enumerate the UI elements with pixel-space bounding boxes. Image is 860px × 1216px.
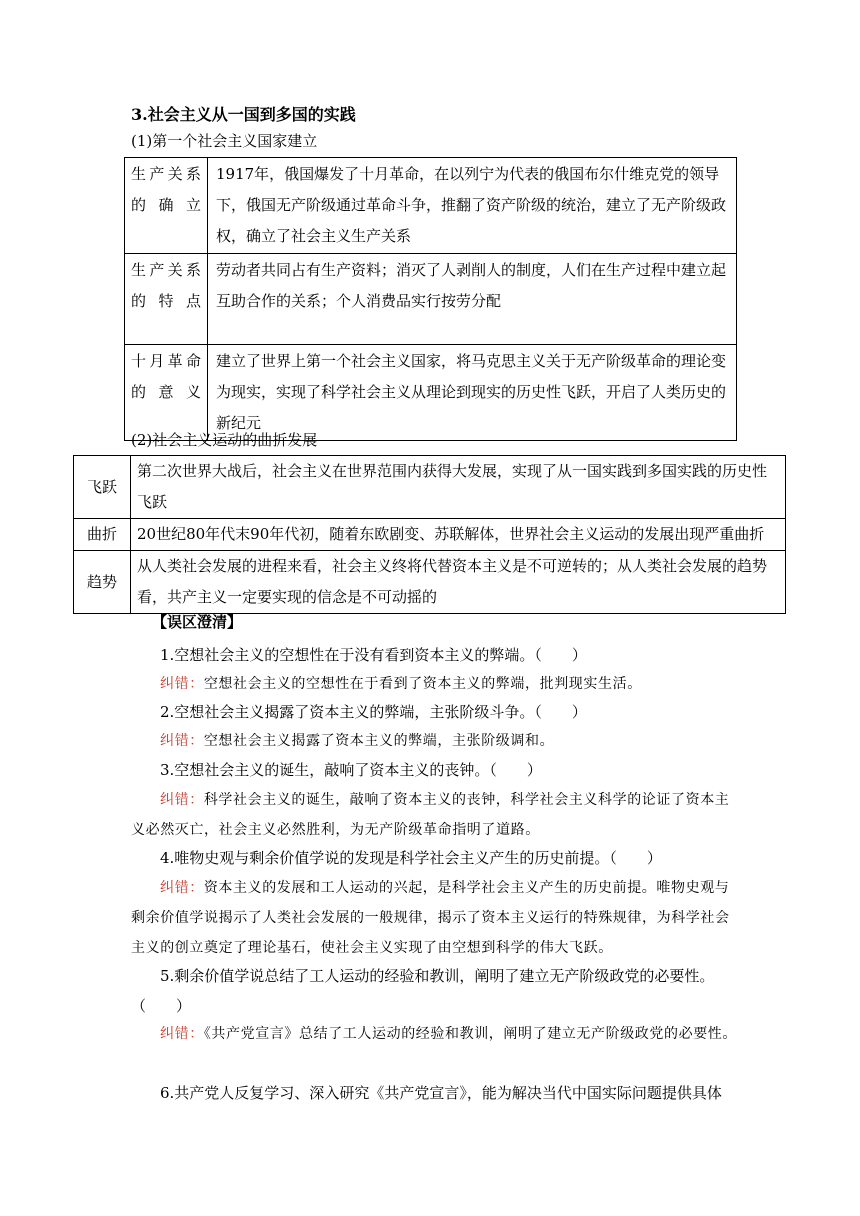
correction-item-1 (131, 669, 741, 699)
correction-label: 纠错： (160, 676, 204, 692)
row-header: 生产关系的确立 (125, 158, 208, 254)
question-text: 5.剩余价值学说总结了工人运动的经验和教训，阐明了建立无产阶级政党的必要性。（ ） (131, 967, 715, 1015)
correction-item-3 (131, 785, 741, 845)
table-row (125, 345, 737, 441)
question-text: 2.空想社会主义揭露了资本主义的弊端，主张阶级斗争。（ ） (160, 703, 587, 721)
correction-label: 纠错： (160, 880, 204, 896)
question-text: 6.共产党人反复学习、深入研究《共产党宣言》，能为解决当代中国实际问题提供具体 (160, 1084, 722, 1102)
row-content: 第二次世界大战后，社会主义在世界范围内获得大发展，实现了从一国实践到多国实践的历史性飞跃 (131, 456, 786, 519)
question-item-5 (131, 961, 741, 1021)
row-content: 从人类社会发展的进程来看，社会主义终将代替资本主义是不可逆转的；从人类社会发展的趋势看，共产主义一定要实现的信念是不可动摇的 (131, 551, 786, 614)
table-row (125, 158, 737, 254)
table-row (74, 456, 786, 519)
table-socialist-movement (73, 455, 786, 614)
table-row (74, 551, 786, 614)
row-header: 趋势 (74, 551, 131, 614)
row-header: 生产关系的特点 (125, 254, 208, 345)
correction-label: 纠错： (160, 1026, 204, 1042)
row-content: 建立了世界上第一个社会主义国家，将马克思主义关于无产阶级革命的理论变为现实，实现了科学社会主义从理论到现实的历史性飞跃，开启了人类历史的新纪元 (208, 345, 737, 441)
misconception-heading: 【误区澄清】 (152, 613, 243, 631)
question-text: 4.唯物史观与剩余价值学说的发现是科学社会主义产生的历史前提。（ ） (160, 849, 662, 867)
correction-text: 空想社会主义揭露了资本主义的弊端，主张阶级调和。 (203, 733, 555, 749)
correction-text: 空想社会主义的空想性在于看到了资本主义的弊端，批判现实生活。 (203, 676, 642, 692)
section-title: 3.社会主义从一国到多国的实践 (131, 105, 356, 124)
correction-item-5 (131, 1019, 741, 1049)
question-item-1 (131, 640, 741, 670)
correction-item-2 (131, 726, 741, 756)
subsection-title-2: (2)社会主义运动的曲折发展 (131, 431, 318, 449)
correction-label: 纠错： (160, 792, 204, 808)
question-text: 1.空想社会主义的空想性在于没有看到资本主义的弊端。（ ） (160, 646, 587, 664)
question-text: 3.空想社会主义的诞生，敲响了资本主义的丧钟。（ ） (160, 761, 542, 779)
row-content: 20世纪80年代末90年代初，随着东欧剧变、苏联解体，世界社会主义运动的发展出现严重曲折 (131, 519, 786, 551)
table-row (125, 254, 737, 345)
table-socialist-state-founding (124, 157, 737, 441)
correction-text: 科学社会主义的诞生，敲响了资本主义的丧钟，科学社会主义科学的论证了资本主义必然灭亡，社会主义必然胜利，为无产阶级革命指明了道路。 (131, 792, 730, 838)
correction-label: 纠错： (160, 733, 204, 749)
question-item-4 (131, 843, 741, 873)
row-content: 劳动者共同占有生产资料；消灭了人剥削人的制度，人们在生产过程中建立起互助合作的关系；个人消费品实行按劳分配 (208, 254, 737, 345)
correction-text: 资本主义的发展和工人运动的兴起，是科学社会主义产生的历史前提。唯物史观与剩余价值学说揭示了人类社会发展的一般规律，揭示了资本主义运行的特殊规律，为科学社会主义的创立奠定了理论基石，使社会主义实现了由空想到科学的伟大飞跃。 (131, 880, 730, 956)
subsection-title-1: (1)第一个社会主义国家建立 (131, 132, 318, 150)
question-item-2 (131, 697, 741, 727)
row-header: 曲折 (74, 519, 131, 551)
question-item-3 (131, 755, 741, 785)
row-header: 飞跃 (74, 456, 131, 519)
row-content: 1917年，俄国爆发了十月革命，在以列宁为代表的俄国布尔什维克党的领导下，俄国无产阶级通过革命斗争，推翻了资产阶级的统治，建立了无产阶级政权，确立了社会主义生产关系 (208, 158, 737, 254)
correction-item-4 (131, 873, 741, 963)
correction-text: 《共产党宣言》总结了工人运动的经验和教训，阐明了建立无产阶级政党的必要性。 (203, 1026, 738, 1042)
table-row (74, 519, 786, 551)
question-item-6 (131, 1078, 741, 1108)
row-header: 十月革命的意义 (125, 345, 208, 441)
